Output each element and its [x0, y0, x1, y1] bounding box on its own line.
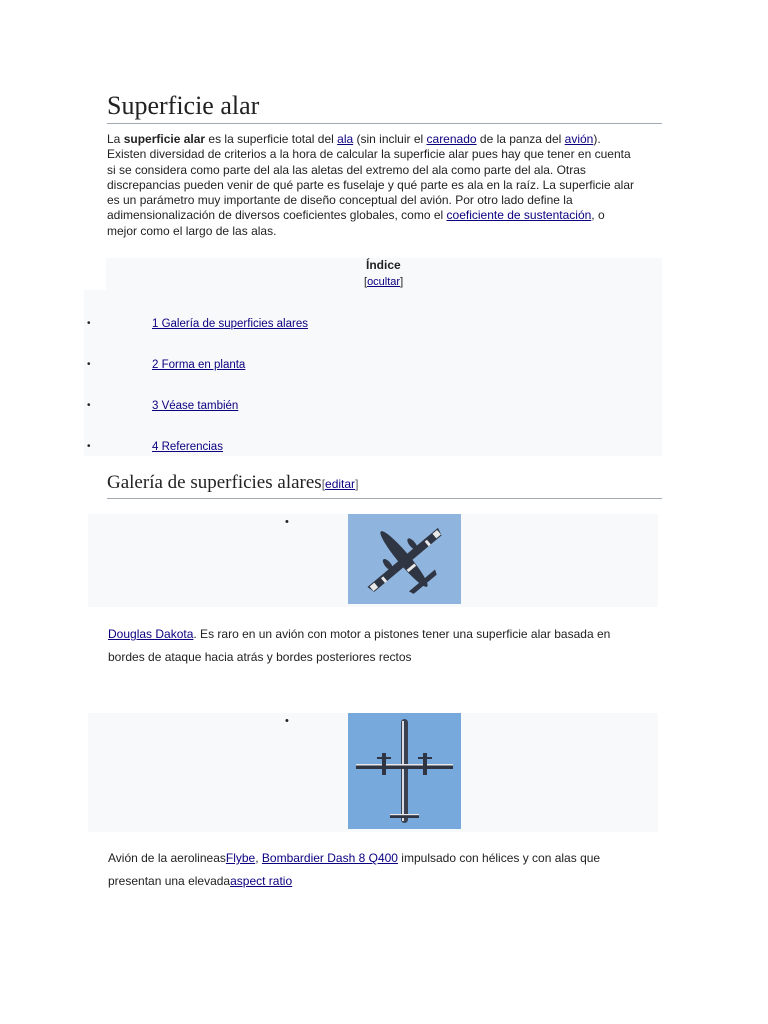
douglas-dakota-image[interactable] [348, 514, 461, 604]
toc-link-referencias[interactable]: 4 Referencias [152, 441, 223, 453]
toc-item [87, 357, 387, 373]
edit-link[interactable]: editar [325, 477, 356, 491]
edit-section: [editar] [321, 477, 359, 491]
dakota-airplane-icon [348, 514, 461, 604]
link-coeficiente-sustentacion[interactable]: coeficiente de sustentación [446, 208, 592, 223]
link-avion[interactable]: avión [564, 132, 594, 146]
toc-link-galeria[interactable]: 1 Galería de superficies alares [152, 318, 308, 330]
bullet-icon: • [285, 516, 289, 528]
toc-item [87, 398, 387, 414]
toc-hide-link[interactable]: ocultar [367, 276, 401, 288]
bullet-icon: • [285, 715, 289, 727]
dash-8-q400-image[interactable] [348, 713, 461, 829]
bullet-icon: • [87, 318, 91, 329]
toc-title: Índice [366, 258, 401, 272]
bullet-icon: • [87, 359, 91, 370]
link-douglas-dakota[interactable]: Douglas Dakota [108, 627, 194, 641]
page-title: Superficie alar [107, 91, 662, 124]
toc-item [87, 439, 387, 455]
bullet-icon: • [87, 400, 91, 411]
toc-toggle: [ocultar] [364, 276, 404, 288]
link-flybe[interactable]: Flybe [225, 851, 256, 865]
link-carenado[interactable]: carenado [426, 132, 477, 146]
toc-link-forma-planta[interactable]: 2 Forma en planta [152, 359, 246, 371]
bullet-icon: • [87, 441, 91, 452]
toc-item [87, 316, 387, 332]
term-bold: superficie alar [123, 132, 206, 146]
intro-paragraph: La superficie alar es la superficie total del ala (sin incluir el carenado de la panza del avión). Existen diversidad de criterios a la hora de calcular la superficie alar pues hay que tener en cuenta si se considera como parte del ala las aletas del extremo del ala como parte del ala. Otras discrepancias pueden venir de qué parte es fuselaje y qué parte es ala en la raíz. La superficie alar es un parámetro muy importante de diseño conceptual del avión. Por otro lado define la adimensionalización de diversos coeficientes globales, como el coeficiente de sustentación, o mejor como el largo de las alas. [107, 132, 634, 238]
section-heading-galeria: Galería de superficies alares[editar] [107, 471, 662, 499]
link-ala[interactable]: ala [337, 132, 354, 146]
gallery-caption-dakota: Douglas Dakota. Es raro en un avión con motor a pistones tener una superficie alar basada en bordes de ataque hacia atrás y bordes posteriores rectos [108, 627, 611, 664]
dash8-airplane-icon [348, 713, 461, 829]
gallery-caption-dash8: Avión de la aerolineasFlybe, Bombardier Dash 8 Q400 impulsado con hélices y con alas que presentan una elevadaaspect ratio [108, 851, 601, 888]
link-bombardier-dash-8[interactable]: Bombardier Dash 8 Q400 [261, 851, 398, 865]
toc-link-vease[interactable]: 3 Véase también [152, 400, 239, 412]
link-aspect-ratio[interactable]: aspect ratio [230, 874, 293, 888]
